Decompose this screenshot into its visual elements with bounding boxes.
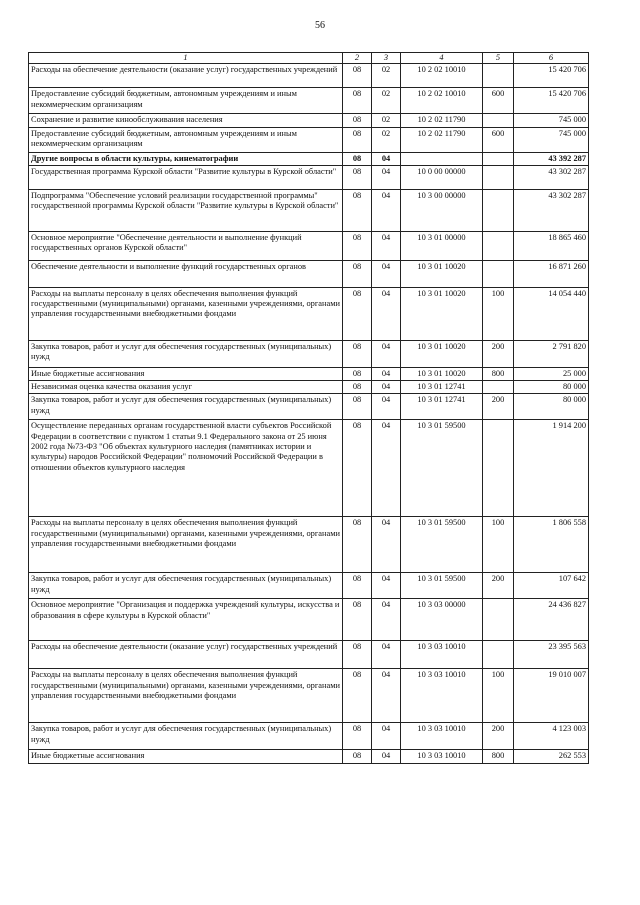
- row-section: 08: [343, 231, 372, 260]
- header-col-4: 4: [401, 53, 483, 64]
- row-expense-type: 200: [483, 573, 514, 599]
- row-target-code: 10 3 03 10010: [401, 641, 483, 669]
- table-row: [29, 260, 589, 287]
- header-col-5: 5: [483, 53, 514, 64]
- row-section: 08: [343, 669, 372, 723]
- row-amount: 4 123 003: [514, 723, 589, 750]
- row-expense-type: 800: [483, 750, 514, 763]
- row-subsection: 04: [372, 394, 401, 420]
- row-amount: 43 392 287: [514, 152, 589, 165]
- row-section: 08: [343, 114, 372, 127]
- row-amount: 80 000: [514, 394, 589, 420]
- row-target-code: 10 3 01 59500: [401, 573, 483, 599]
- row-expense-type: [483, 152, 514, 165]
- row-expense-type: [483, 599, 514, 641]
- table-row: [29, 231, 589, 260]
- table-row: [29, 599, 589, 641]
- row-name: Основное мероприятие "Обеспечение деятельности и выполнение функций государственных органов Курской области": [29, 231, 343, 260]
- row-amount: 262 553: [514, 750, 589, 763]
- row-expense-type: 200: [483, 394, 514, 420]
- table-row: [29, 420, 589, 517]
- table-row: [29, 287, 589, 340]
- row-subsection: 04: [372, 641, 401, 669]
- row-name: Обеспечение деятельности и выполнение функций государственных органов: [29, 260, 343, 287]
- row-amount: 43 302 287: [514, 189, 589, 231]
- row-target-code: 10 3 03 10010: [401, 669, 483, 723]
- table-row: [29, 573, 589, 599]
- row-amount: 25 000: [514, 367, 589, 380]
- row-subsection: 04: [372, 573, 401, 599]
- row-name: Расходы на обеспечение деятельности (оказание услуг) государственных учреждений: [29, 641, 343, 669]
- row-section: 08: [343, 599, 372, 641]
- table-row: [29, 127, 589, 152]
- row-target-code: 10 3 01 10020: [401, 287, 483, 340]
- row-target-code: 10 3 01 10020: [401, 367, 483, 380]
- row-target-code: [401, 152, 483, 165]
- row-section: 08: [343, 165, 372, 189]
- row-section: 08: [343, 127, 372, 152]
- row-section: 08: [343, 189, 372, 231]
- row-subsection: 04: [372, 165, 401, 189]
- table-row: [29, 641, 589, 669]
- row-amount: 2 791 820: [514, 340, 589, 367]
- row-section: 08: [343, 287, 372, 340]
- row-subsection: 04: [372, 599, 401, 641]
- table-row: [29, 750, 589, 763]
- table-row: [29, 367, 589, 380]
- row-name: Закупка товаров, работ и услуг для обеспечения государственных (муниципальных) нужд: [29, 340, 343, 367]
- row-section: 08: [343, 260, 372, 287]
- page-number: 56: [315, 20, 325, 31]
- row-section: 08: [343, 394, 372, 420]
- row-expense-type: 100: [483, 517, 514, 573]
- header-col-1: 1: [29, 53, 343, 64]
- row-amount: 14 054 440: [514, 287, 589, 340]
- row-amount: 16 871 260: [514, 260, 589, 287]
- row-expense-type: [483, 64, 514, 88]
- row-subsection: 04: [372, 750, 401, 763]
- row-section: 08: [343, 420, 372, 517]
- row-target-code: 10 3 01 59500: [401, 420, 483, 517]
- row-target-code: 10 3 03 10010: [401, 750, 483, 763]
- row-section: 08: [343, 340, 372, 367]
- row-subsection: 04: [372, 189, 401, 231]
- header-col-6: 6: [514, 53, 589, 64]
- table-row: [29, 381, 589, 394]
- row-amount: 107 642: [514, 573, 589, 599]
- row-subsection: 04: [372, 669, 401, 723]
- row-amount: 15 420 706: [514, 64, 589, 88]
- row-section: 08: [343, 641, 372, 669]
- header-col-2: 2: [343, 53, 372, 64]
- row-subsection: 04: [372, 723, 401, 750]
- row-section: 08: [343, 88, 372, 114]
- row-section: 08: [343, 573, 372, 599]
- row-name: Расходы на выплаты персоналу в целях обеспечения выполнения функций государственными (муниципальными) органами, казенными учреждениями, органами управления государственными внебюджетными фондами: [29, 517, 343, 573]
- row-subsection: 02: [372, 64, 401, 88]
- row-amount: 43 302 287: [514, 165, 589, 189]
- row-target-code: 10 3 01 10020: [401, 260, 483, 287]
- row-subsection: 04: [372, 367, 401, 380]
- row-expense-type: 200: [483, 723, 514, 750]
- row-section: 08: [343, 367, 372, 380]
- row-name: Закупка товаров, работ и услуг для обеспечения государственных (муниципальных) нужд: [29, 573, 343, 599]
- row-target-code: 10 3 01 59500: [401, 517, 483, 573]
- row-amount: 1 914 200: [514, 420, 589, 517]
- row-name: Независимая оценка качества оказания услуг: [29, 381, 343, 394]
- row-target-code: 10 3 03 10010: [401, 723, 483, 750]
- row-expense-type: 100: [483, 287, 514, 340]
- row-target-code: 10 0 00 00000: [401, 165, 483, 189]
- row-name: Предоставление субсидий бюджетным, автономным учреждениям и иным некоммерческим организациям: [29, 88, 343, 114]
- row-name: Закупка товаров, работ и услуг для обеспечения государственных (муниципальных) нужд: [29, 723, 343, 750]
- row-amount: 80 000: [514, 381, 589, 394]
- row-amount: 19 010 007: [514, 669, 589, 723]
- row-expense-type: [483, 165, 514, 189]
- table-row: [29, 64, 589, 88]
- row-amount: 18 865 460: [514, 231, 589, 260]
- row-name: Иные бюджетные ассигнования: [29, 750, 343, 763]
- row-name: Расходы на обеспечение деятельности (оказание услуг) государственных учреждений: [29, 64, 343, 88]
- row-amount: 24 436 827: [514, 599, 589, 641]
- row-section: 08: [343, 152, 372, 165]
- row-target-code: 10 3 00 00000: [401, 189, 483, 231]
- row-subsection: 04: [372, 231, 401, 260]
- row-expense-type: 600: [483, 88, 514, 114]
- row-target-code: 10 3 03 00000: [401, 599, 483, 641]
- row-section: 08: [343, 517, 372, 573]
- row-amount: 745 000: [514, 127, 589, 152]
- row-section: 08: [343, 723, 372, 750]
- row-amount: 15 420 706: [514, 88, 589, 114]
- row-expense-type: [483, 260, 514, 287]
- row-subsection: 04: [372, 420, 401, 517]
- header-col-3: 3: [372, 53, 401, 64]
- row-expense-type: 200: [483, 340, 514, 367]
- row-target-code: 10 3 01 12741: [401, 381, 483, 394]
- row-expense-type: [483, 641, 514, 669]
- table-row: [29, 669, 589, 723]
- row-name: Закупка товаров, работ и услуг для обеспечения государственных (муниципальных) нужд: [29, 394, 343, 420]
- budget-table: [28, 52, 589, 764]
- table-row: [29, 517, 589, 573]
- row-name: Расходы на выплаты персоналу в целях обеспечения выполнения функций государственными (муниципальными) органами, казенными учреждениями, органами управления государственными внебюджетными фондами: [29, 287, 343, 340]
- row-section: 08: [343, 64, 372, 88]
- row-name: Государственная программа Курской области "Развитие культуры в Курской области": [29, 165, 343, 189]
- row-expense-type: [483, 231, 514, 260]
- row-target-code: 10 3 01 12741: [401, 394, 483, 420]
- row-expense-type: [483, 189, 514, 231]
- row-name: Расходы на выплаты персоналу в целях обеспечения выполнения функций государственными (муниципальными) органами, казенными учреждениями, органами управления государственными внебюджетными фондами: [29, 669, 343, 723]
- row-subsection: 04: [372, 381, 401, 394]
- row-name: Осуществление переданных органам государственной власти субъектов Российской Федерации в соответствии с пунктом 1 статьи 9.1 Федерального закона от 25 июня 2002 года №73-ФЗ "Об объектах культурного наследия (памятниках истории и культуры) народов Российской Федерации" полномочий Российской Федерации в отношении объектов культурного наследия: [29, 420, 343, 517]
- table-row: [29, 88, 589, 114]
- row-name: Подпрограмма "Обеспечение условий реализации государственной программы" государственной программы Курской области "Развитие культуры в Курской области": [29, 189, 343, 231]
- row-target-code: 10 3 01 10020: [401, 340, 483, 367]
- row-target-code: 10 3 01 00000: [401, 231, 483, 260]
- row-expense-type: 800: [483, 367, 514, 380]
- table-row: [29, 394, 589, 420]
- row-amount: 23 395 563: [514, 641, 589, 669]
- row-expense-type: 100: [483, 669, 514, 723]
- row-subsection: 02: [372, 127, 401, 152]
- row-subsection: 04: [372, 260, 401, 287]
- row-name: Предоставление субсидий бюджетным, автономным учреждениям и иным некоммерческим организациям: [29, 127, 343, 152]
- row-target-code: 10 2 02 11790: [401, 114, 483, 127]
- row-target-code: 10 2 02 10010: [401, 88, 483, 114]
- row-name: Иные бюджетные ассигнования: [29, 367, 343, 380]
- row-name: Основное мероприятие "Организация и поддержка учреждений культуры, искусства и образования в сфере культуры в Курской области": [29, 599, 343, 641]
- row-subsection: 04: [372, 517, 401, 573]
- row-section: 08: [343, 381, 372, 394]
- table-row: [29, 152, 589, 165]
- table-row: [29, 165, 589, 189]
- table-row: [29, 723, 589, 750]
- row-subsection: 02: [372, 88, 401, 114]
- row-subsection: 04: [372, 287, 401, 340]
- row-name: Другие вопросы в области культуры, кинематографии: [29, 152, 343, 165]
- row-expense-type: [483, 420, 514, 517]
- row-subsection: 04: [372, 152, 401, 165]
- row-subsection: 04: [372, 340, 401, 367]
- row-expense-type: [483, 114, 514, 127]
- row-target-code: 10 2 02 10010: [401, 64, 483, 88]
- row-expense-type: 600: [483, 127, 514, 152]
- table-row: [29, 189, 589, 231]
- table-row: [29, 340, 589, 367]
- row-section: 08: [343, 750, 372, 763]
- row-subsection: 02: [372, 114, 401, 127]
- table-row: [29, 114, 589, 127]
- row-expense-type: [483, 381, 514, 394]
- table-header-row: [29, 53, 589, 64]
- row-amount: 1 806 558: [514, 517, 589, 573]
- row-target-code: 10 2 02 11790: [401, 127, 483, 152]
- row-name: Сохранение и развитие кинообслуживания населения: [29, 114, 343, 127]
- row-amount: 745 000: [514, 114, 589, 127]
